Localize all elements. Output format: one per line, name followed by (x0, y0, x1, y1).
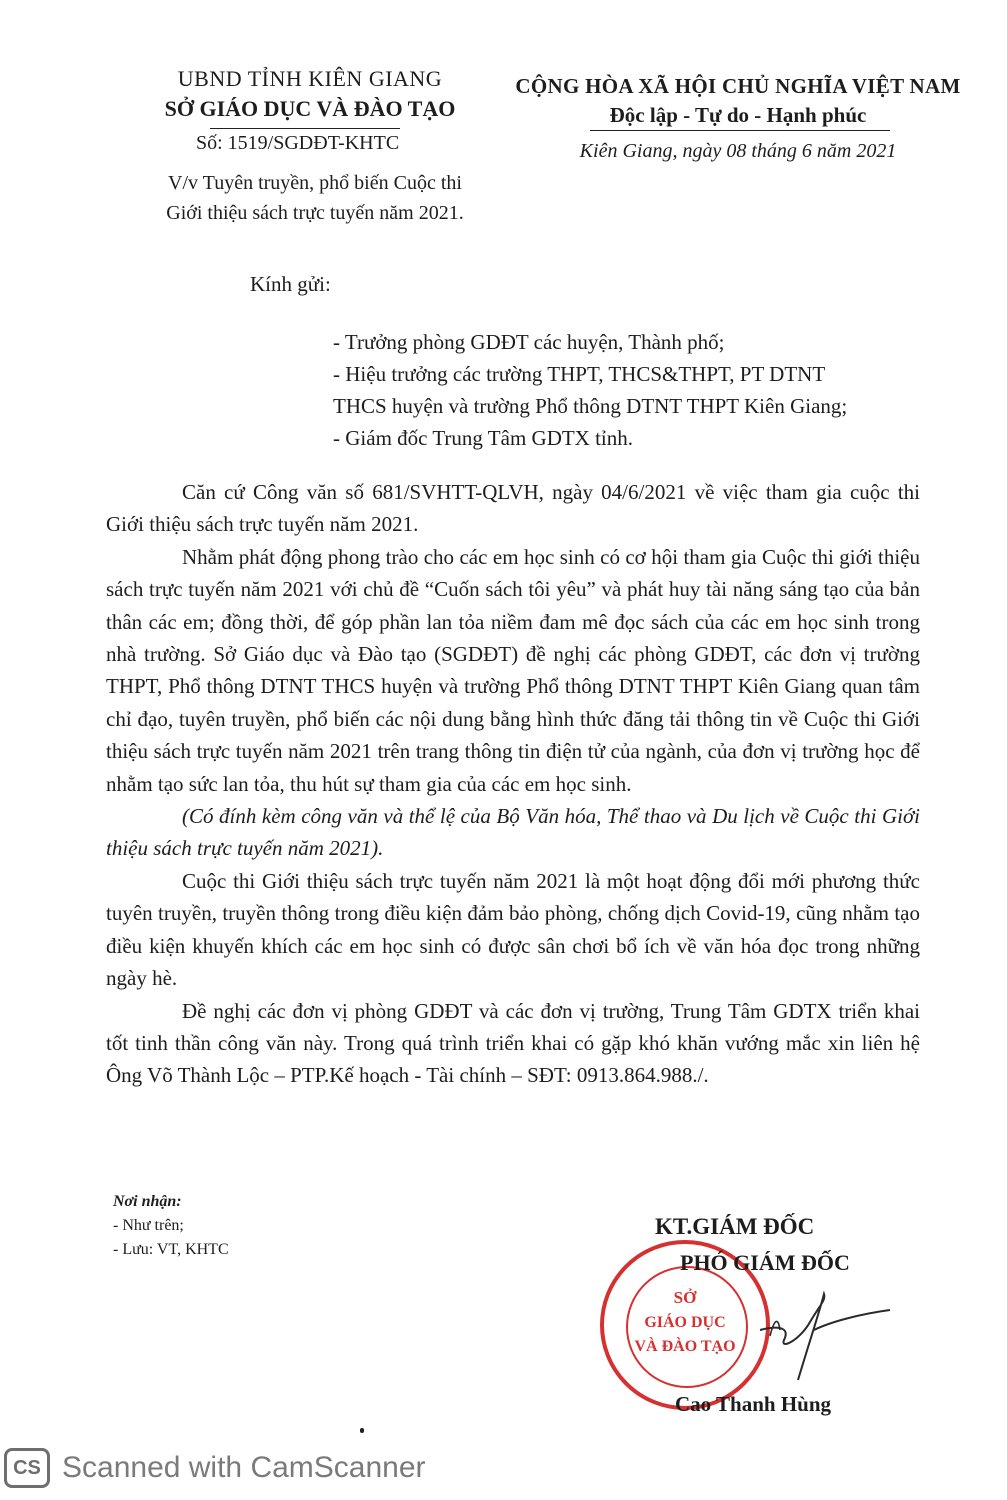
camscanner-logo-icon: CS (4, 1448, 50, 1488)
distribution-title: Nơi nhận: (113, 1193, 182, 1210)
body-paragraph: Nhằm phát động phong trào cho các em học sinh có cơ hội tham gia Cuộc thi giới thiệu sách trực tuyến năm 2021 với chủ đề “Cuốn sách tôi yêu” và phát huy tài năng sáng tạo của bản thân các em; đồng thời, để góp phần lan tỏa niềm đam mê đọc sách của các em học sinh trong nhà trường. Sở Giáo dục và Đào tạo (SGDĐT) đề nghị các phòng GDĐT, các đơn vị trường THPT, Phổ thông DTNT THCS huyện và trường Phổ thông DTNT THPT Kiên Giang quan tâm chỉ đạo, tuyên truyền, phổ biến các nội dung bằng hình thức đăng tải thông tin về Cuộc thi Giới thiệu sách trực tuyến năm 2021 trên trang thông tin điện tử của ngành, của đơn vị trường học để nhằm tạo sức lan tỏa, thu hút sự tham gia của các em học sinh. (106, 544, 920, 796)
body-paragraph: Cuộc thi Giới thiệu sách trực tuyến năm 2021 là một hoạt động đổi mới phương thức tuyên truyền, truyền thông trong điều kiện đảm bảo phòng, chống dịch Covid-19, cũng nhằm tạo điều kiện khuyến khích các em học sinh có được sân chơi bổ ích về văn hóa đọc trong những ngày hè. (106, 868, 920, 991)
motto-divider (590, 130, 890, 131)
recipient-list (333, 326, 913, 454)
recipient-item: - Giám đốc Trung Tâm GDTX tỉnh. (333, 426, 634, 450)
issuer-province: UBND TỈNH KIÊN GIANG (177, 66, 443, 91)
recipient-item: - Trưởng phòng GDĐT các huyện, Thành phố; (333, 330, 725, 354)
document-number: Số: 1519/SGDĐT-KHTC (196, 132, 400, 154)
seal-text: SỞ (673, 1288, 697, 1307)
issuer-divider (210, 128, 400, 129)
distribution-item: - Như trên; (113, 1217, 184, 1234)
salutation: Kính gửi: (250, 272, 331, 296)
subject-line (140, 168, 490, 228)
seal-text: VÀ ĐÀO TẠO (634, 1338, 736, 1355)
signer-role: PHÓ GIÁM ĐỐC (680, 1250, 850, 1275)
signer-name: Cao Thanh Hùng (675, 1392, 832, 1416)
subject-line-2: Giới thiệu sách trực tuyến năm 2021. (166, 202, 464, 224)
recipient-item: - Hiệu trưởng các trường THPT, THCS&THPT, PT DTNT (333, 362, 826, 386)
scanner-watermark (4, 1446, 426, 1490)
document-body (106, 476, 920, 1092)
national-heading (498, 74, 978, 163)
national-motto: Độc lập - Tự do - Hạnh phúc (609, 103, 867, 127)
issuer-block (130, 66, 490, 155)
handwritten-signature-icon (740, 1270, 900, 1390)
scan-speck (360, 1428, 364, 1433)
attachment-note: (Có đính kèm công văn và thể lệ của Bộ Văn hóa, Thể thao và Du lịch về Cuộc thi Giới thiệu sách trực tuyến năm 2021). (106, 804, 920, 861)
signer-authority: KT.GIÁM ĐỐC (655, 1214, 815, 1239)
place-date: Kiên Giang, ngày 08 tháng 6 năm 2021 (579, 140, 897, 162)
country-name: CỘNG HÒA XÃ HỘI CHỦ NGHĨA VIỆT NAM (515, 74, 961, 98)
issuer-department: SỞ GIÁO DỤC VÀ ĐÀO TẠO (164, 96, 456, 121)
distribution-item: - Lưu: VT, KHTC (113, 1241, 229, 1258)
recipient-item: THCS huyện và trường Phổ thông DTNT THPT Kiên Giang; (333, 394, 848, 418)
body-paragraph: Đề nghị các đơn vị phòng GDĐT và các đơn vị trường, Trung Tâm GDTX triển khai tốt tinh thần công văn này. Trong quá trình triển khai có gặp khó khăn vướng mắc xin liên hệ Ông Võ Thành Lộc – PTP.Kế hoạch - Tài chính – SĐT: 0913.864.988./. (106, 998, 920, 1088)
watermark-text: Scanned with CamScanner (62, 1451, 426, 1484)
body-paragraph: Căn cứ Công văn số 681/SVHTT-QLVH, ngày 04/6/2021 về việc tham gia cuộc thi Giới thiệu sách trực tuyến năm 2021. (106, 480, 920, 537)
seal-text: GIÁO DỤC (644, 1314, 726, 1331)
subject-line-1: V/v Tuyên truyền, phổ biến Cuộc thi (168, 172, 462, 194)
distribution-list (113, 1190, 229, 1262)
